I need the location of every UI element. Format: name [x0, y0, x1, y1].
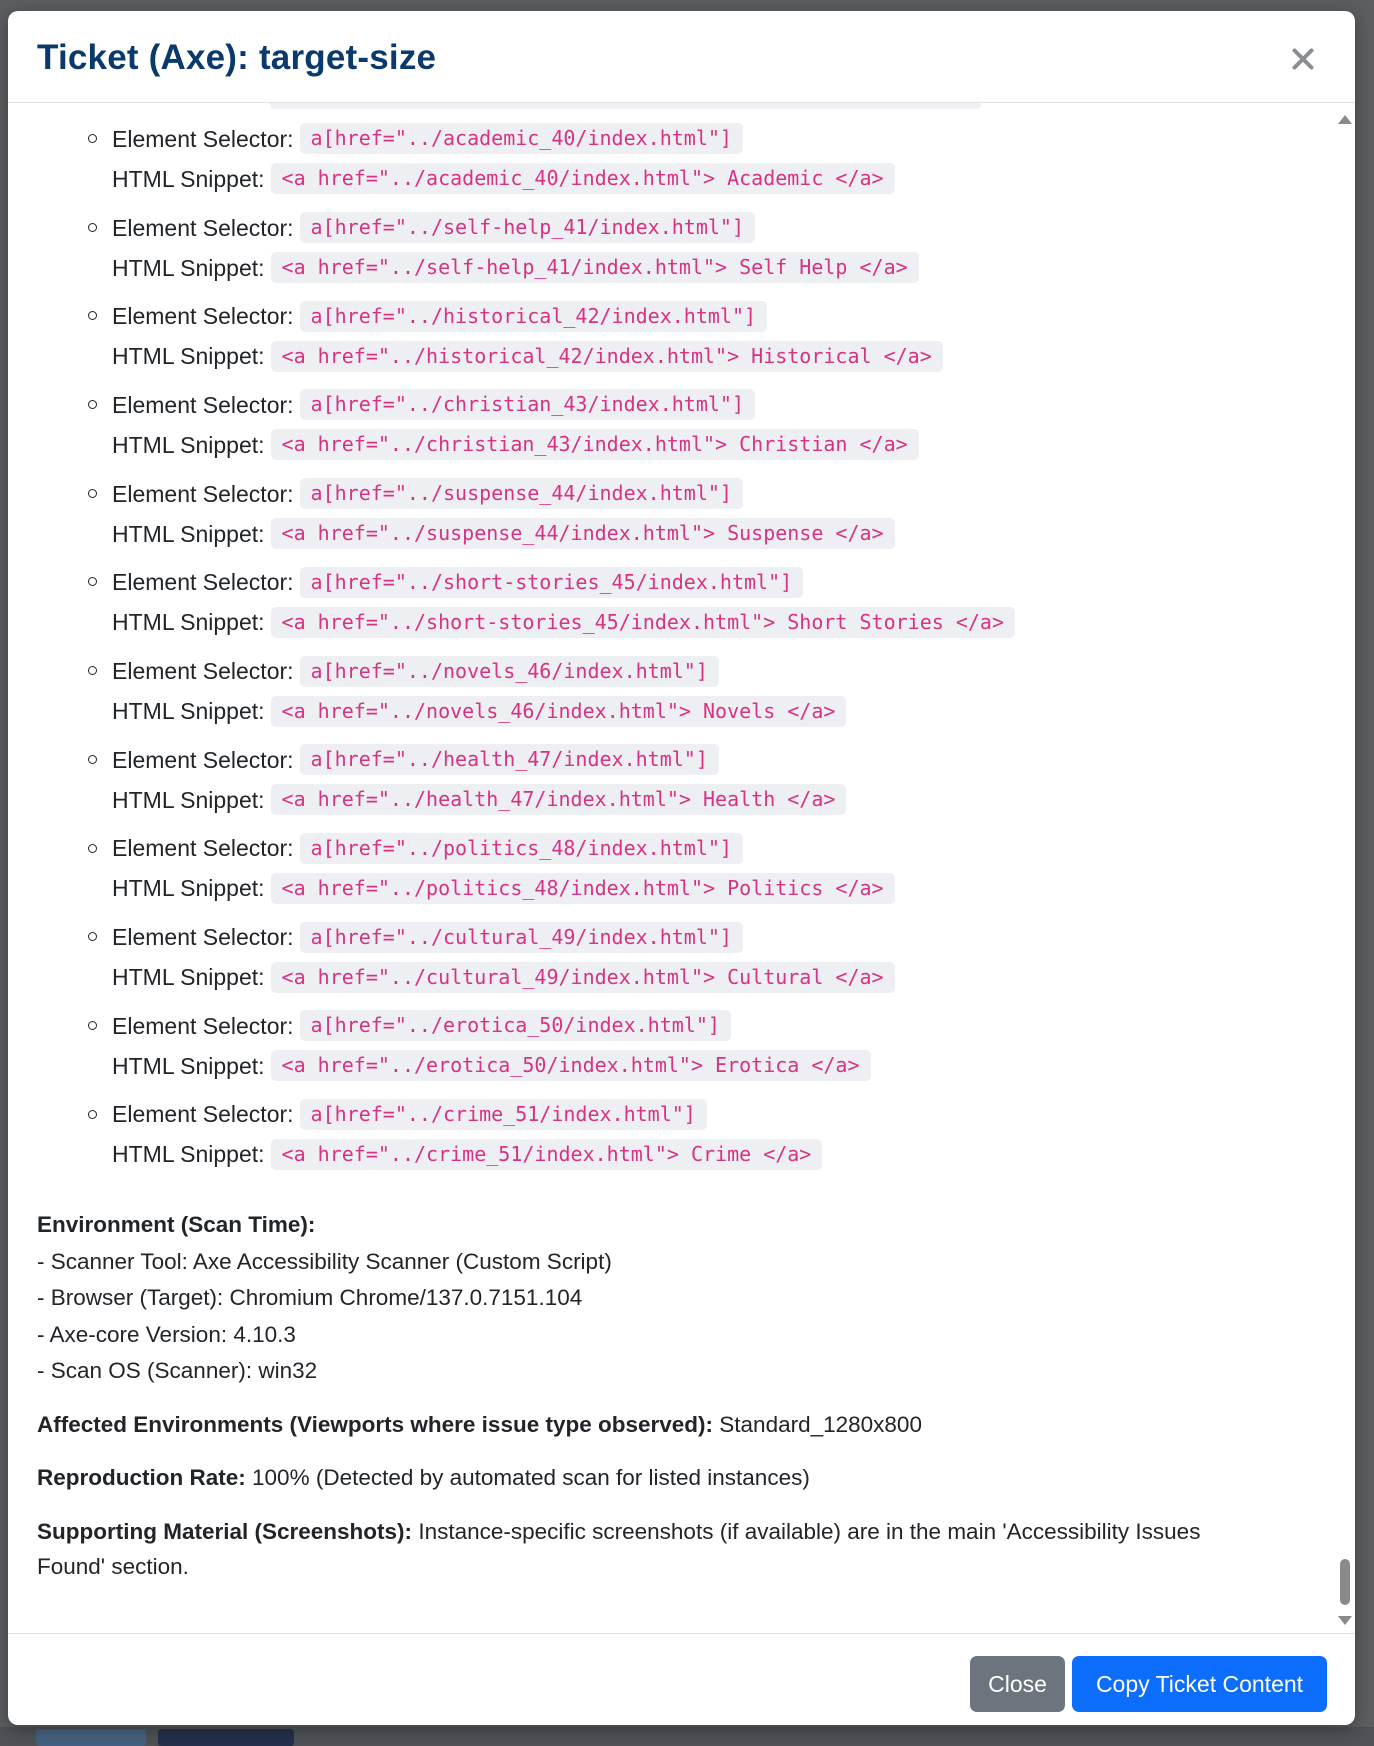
snippet-code: <a href="../cultural_49/index.html"> Cultural </a>: [271, 962, 895, 993]
snippet-label: HTML Snippet:: [112, 964, 265, 991]
selector-line: [112, 653, 1015, 693]
snippet-label: HTML Snippet:: [112, 1052, 265, 1079]
snippet-code: <a href="../politics_48/index.html"> Politics </a>: [271, 873, 895, 904]
snippet-code: <a href="../crime_51/index.html"> Crime </a>: [271, 1139, 823, 1170]
environment-line: - Browser (Target): Chromium Chrome/137.0.7151.104: [37, 1285, 583, 1310]
selector-line: [112, 121, 1015, 161]
list-item: [78, 653, 1015, 742]
snippet-label: HTML Snippet:: [112, 431, 265, 458]
selector-label: Element Selector:: [112, 480, 294, 507]
modal-title: Ticket (Axe): target-size: [37, 38, 437, 77]
scroll-up-arrow-icon[interactable]: [1338, 115, 1352, 124]
selector-label: Element Selector:: [112, 569, 294, 596]
reproduction-rate: [37, 1460, 1265, 1497]
snippet-code: <a href="../health_47/index.html"> Health </a>: [271, 784, 847, 815]
instance-list: [78, 121, 1015, 1185]
snippet-line: [112, 871, 1015, 911]
modal-footer: [8, 1633, 1355, 1725]
snippet-code: <a href="../christian_43/index.html"> Christian </a>: [271, 429, 919, 460]
scrollbar-thumb[interactable]: [1340, 1559, 1350, 1605]
selector-code: a[href="../christian_43/index.html"]: [300, 389, 755, 420]
affected-label: Affected Environments (Viewports where issue type observed):: [37, 1411, 714, 1437]
reproduction-value: 100% (Detected by automated scan for listed instances): [252, 1465, 810, 1490]
list-item: [78, 387, 1015, 476]
snippet-code: <a href="../suspense_44/index.html"> Suspense </a>: [271, 518, 895, 549]
affected-value: Standard_1280x800: [719, 1411, 922, 1437]
selector-code: a[href="../erotica_50/index.html"]: [300, 1010, 731, 1041]
selector-code: a[href="../short-stories_45/index.html"]: [300, 567, 804, 598]
snippet-label: HTML Snippet:: [112, 875, 265, 902]
selector-line: [112, 387, 1015, 427]
snippet-line: [112, 161, 1015, 201]
modal-header: [8, 11, 1355, 103]
selector-code: a[href="../academic_40/index.html"]: [300, 123, 743, 154]
ticket-modal: [8, 11, 1355, 1725]
selector-code: a[href="../crime_51/index.html"]: [300, 1099, 707, 1130]
snippet-line: [112, 782, 1015, 822]
selector-line: [112, 210, 1015, 250]
snippet-label: HTML Snippet:: [112, 254, 265, 281]
snippet-line: [112, 1048, 1015, 1088]
snippet-code: <a href="../novels_46/index.html"> Novels </a>: [271, 696, 847, 727]
selector-label: Element Selector:: [112, 924, 294, 951]
background-link: [36, 1729, 146, 1746]
selector-label: Element Selector:: [112, 214, 294, 241]
selector-code: a[href="../cultural_49/index.html"]: [300, 922, 743, 953]
list-item: [78, 476, 1015, 565]
snippet-code: <a href="../erotica_50/index.html"> Erotica </a>: [271, 1050, 871, 1081]
snippet-line: [112, 693, 1015, 733]
close-icon[interactable]: [1289, 45, 1317, 73]
list-item: [78, 210, 1015, 299]
selector-label: Element Selector:: [112, 835, 294, 862]
selector-label: Element Selector:: [112, 303, 294, 330]
selector-label: Element Selector:: [112, 125, 294, 152]
selector-code: a[href="../politics_48/index.html"]: [300, 833, 743, 864]
snippet-label: HTML Snippet:: [112, 786, 265, 813]
selector-label: Element Selector:: [112, 746, 294, 773]
snippet-line: [112, 516, 1015, 556]
supporting-value: Instance-specific screenshots (if available) are in the main 'Accessibility Issues Found' section.: [37, 1518, 1201, 1579]
snippet-label: HTML Snippet:: [112, 1141, 265, 1168]
selector-line: [112, 476, 1015, 516]
scrollbar[interactable]: [1333, 103, 1355, 1633]
selector-code: a[href="../health_47/index.html"]: [300, 744, 719, 775]
snippet-label: HTML Snippet:: [112, 520, 265, 547]
list-item: [78, 298, 1015, 387]
selector-code: a[href="../suspense_44/index.html"]: [300, 478, 743, 509]
snippet-label: HTML Snippet:: [112, 698, 265, 725]
selector-code: a[href="../self-help_41/index.html"]: [300, 212, 755, 243]
ticket-details: [37, 1207, 1265, 1585]
environment-line: - Axe-core Version: 4.10.3: [37, 1321, 296, 1347]
snippet-line: [112, 604, 1015, 644]
environment-heading: Environment (Scan Time):: [37, 1212, 316, 1237]
background-button: [158, 1729, 294, 1746]
snippet-label: HTML Snippet:: [112, 165, 265, 192]
list-item: [78, 742, 1015, 831]
supporting-material: [37, 1514, 1265, 1585]
snippet-line: [112, 1137, 1015, 1177]
affected-environments: [37, 1407, 1265, 1444]
selector-code: a[href="../historical_42/index.html"]: [300, 301, 768, 332]
copy-ticket-content-button[interactable]: Copy Ticket Content: [1072, 1656, 1327, 1712]
environment-line: - Scanner Tool: Axe Accessibility Scanner (Custom Script): [37, 1248, 612, 1274]
snippet-code: <a href="../historical_42/index.html"> Historical </a>: [271, 341, 943, 372]
list-item: [78, 831, 1015, 920]
scroll-down-arrow-icon[interactable]: [1338, 1616, 1352, 1625]
environment-line: - Scan OS (Scanner): win32: [37, 1358, 318, 1383]
list-item: [78, 919, 1015, 1008]
snippet-code: <a href="../self-help_41/index.html"> Self Help </a>: [271, 252, 919, 283]
snippet-line: [112, 250, 1015, 290]
modal-body[interactable]: [8, 103, 1355, 1633]
snippet-line: [112, 959, 1015, 999]
supporting-label: Supporting Material (Screenshots):: [37, 1518, 413, 1544]
snippet-code: <a href="../academic_40/index.html"> Academic </a>: [271, 163, 895, 194]
selector-label: Element Selector:: [112, 1101, 294, 1128]
list-item: [78, 1097, 1015, 1186]
selector-code: a[href="../novels_46/index.html"]: [300, 656, 719, 687]
list-item: [78, 564, 1015, 653]
selector-label: Element Selector:: [112, 391, 294, 418]
selector-line: [112, 564, 1015, 604]
selector-label: Element Selector:: [112, 1012, 294, 1039]
close-button[interactable]: Close: [970, 1656, 1065, 1712]
reproduction-label: Reproduction Rate:: [37, 1465, 246, 1490]
clipped-code-snippet: [270, 103, 981, 109]
selector-line: [112, 919, 1015, 959]
selector-line: [112, 1008, 1015, 1048]
snippet-line: [112, 338, 1015, 378]
snippet-label: HTML Snippet:: [112, 343, 265, 370]
selector-line: [112, 298, 1015, 338]
snippet-code: <a href="../short-stories_45/index.html"> Short Stories </a>: [271, 607, 1015, 638]
snippet-line: [112, 427, 1015, 467]
selector-line: [112, 831, 1015, 871]
snippet-label: HTML Snippet:: [112, 609, 265, 636]
selector-line: [112, 742, 1015, 782]
list-item: [78, 1008, 1015, 1097]
selector-label: Element Selector:: [112, 658, 294, 685]
selector-line: [112, 1097, 1015, 1137]
list-item: [78, 121, 1015, 210]
